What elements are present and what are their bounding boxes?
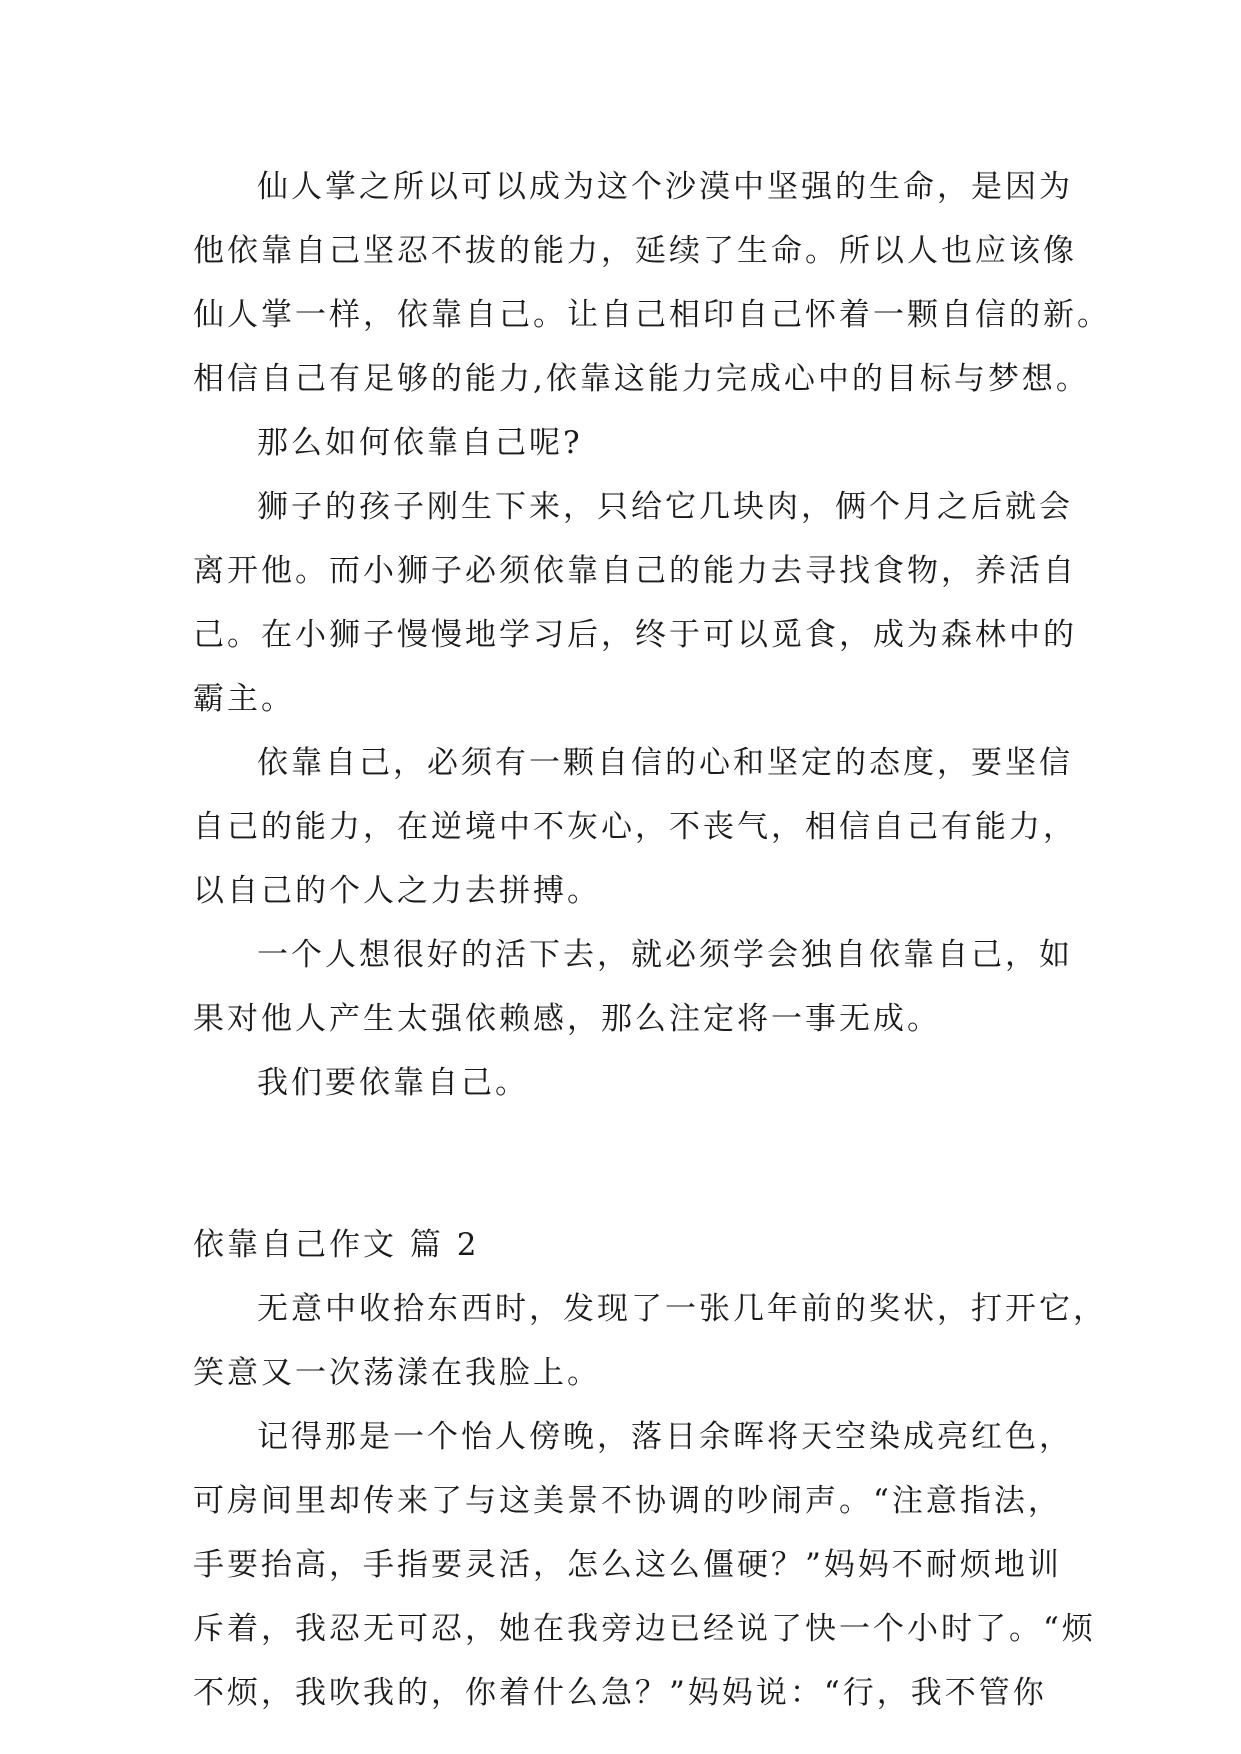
paragraph-line: 笑意又一次荡漾在我脸上。 bbox=[193, 1355, 601, 1391]
paragraph-line: 仙人掌一样，依靠自己。让自己相印自己怀着一颗自信的新。 bbox=[193, 297, 1111, 333]
paragraph-line: 相信自己有足够的能力,依靠这能力完成心中的目标与梦想。 bbox=[193, 361, 1090, 397]
paragraph-line: 狮子的孩子刚生下来，只给它几块肉，俩个月之后就会 bbox=[257, 489, 1073, 525]
paragraph-line: 我们要依靠自己。 bbox=[257, 1065, 529, 1101]
section-heading: 依靠自己作文 篇 2 bbox=[193, 1227, 480, 1263]
paragraph-line: 以自己的个人之力去拼搏。 bbox=[193, 873, 601, 909]
paragraph-line: 己。在小狮子慢慢地学习后，终于可以觅食，成为森林中的 bbox=[193, 617, 1077, 653]
paragraph-line: 记得那是一个怡人傍晚，落日余晖将天空染成亮红色， bbox=[257, 1419, 1073, 1455]
paragraph-line: 霸主。 bbox=[193, 681, 295, 717]
paragraph-line: 一个人想很好的活下去，就必须学会独自依靠自己，如 bbox=[257, 937, 1073, 973]
paragraph-line: 果对他人产生太强依赖感，那么注定将一事无成。 bbox=[193, 1001, 941, 1037]
paragraph-line: 他依靠自己坚忍不拔的能力，延续了生命。所以人也应该像 bbox=[193, 233, 1077, 269]
paragraph-line: 自己的能力，在逆境中不灰心，不丧气，相信自己有能力， bbox=[193, 809, 1077, 845]
paragraph-line: 那么如何依靠自己呢? bbox=[257, 425, 583, 461]
document-page bbox=[193, 155, 1111, 1725]
paragraph-line: 手要抬高，手指要灵活，怎么这么僵硬？”妈妈不耐烦地训 bbox=[193, 1547, 1062, 1583]
paragraph-line: 仙人掌之所以可以成为这个沙漠中坚强的生命，是因为 bbox=[257, 169, 1073, 205]
section-gap bbox=[193, 1115, 1051, 1213]
paragraph-line: 可房间里却传来了与这美景不协调的吵闹声。“注意指法， bbox=[193, 1483, 1062, 1519]
paragraph-line: 无意中收拾东西时，发现了一张几年前的奖状，打开它， bbox=[257, 1291, 1107, 1327]
paragraph-line: 不烦，我吹我的，你着什么急？”妈妈说：“行，我不管你 bbox=[193, 1675, 1047, 1711]
paragraph-line: 斥着，我忍无可忍，她在我旁边已经说了快一个小时了。“烦 bbox=[193, 1611, 1096, 1647]
paragraph-line: 依靠自己，必须有一颗自信的心和坚定的态度，要坚信 bbox=[257, 745, 1073, 781]
paragraph-line: 离开他。而小狮子必须依靠自己的能力去寻找食物，养活自 bbox=[193, 553, 1077, 589]
